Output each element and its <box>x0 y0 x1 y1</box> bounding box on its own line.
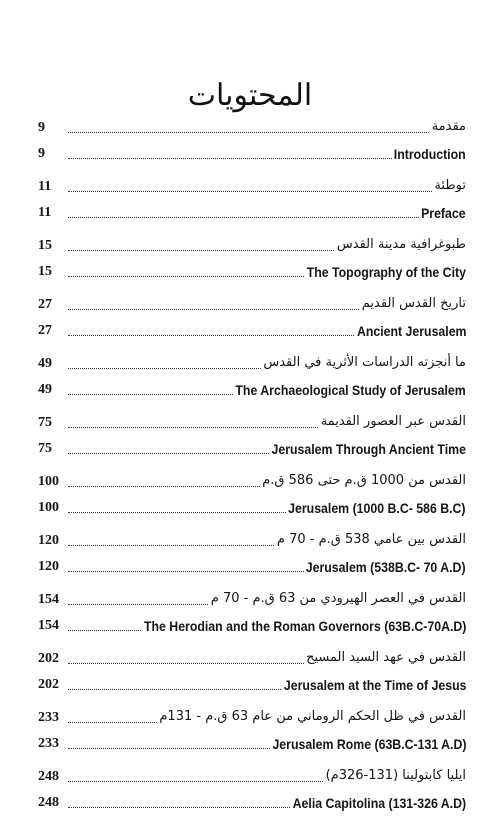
toc-page-number: 15 <box>38 264 52 279</box>
toc-group <box>38 587 466 639</box>
dot-leader <box>68 335 354 336</box>
dot-leader <box>68 571 304 572</box>
toc-title: توطئة <box>434 176 466 196</box>
toc-page-number: 233 <box>38 736 59 751</box>
dot-leader <box>68 807 290 808</box>
toc-page-number: 9 <box>38 146 45 161</box>
toc-page-number: 27 <box>38 297 52 312</box>
dot-leader <box>68 394 233 395</box>
dot-leader <box>68 689 281 690</box>
toc-page-number: 15 <box>38 238 52 253</box>
toc-entry[interactable] <box>38 528 466 554</box>
toc-entry[interactable] <box>38 233 466 259</box>
toc-page-number: 75 <box>38 441 52 456</box>
toc-page-number: 154 <box>38 592 59 607</box>
dot-leader <box>68 132 429 133</box>
page-title: المحتويات <box>187 78 313 113</box>
dot-leader <box>68 217 419 218</box>
toc-title: Preface <box>421 205 466 221</box>
toc-entry[interactable] <box>38 410 466 436</box>
toc-group <box>38 115 466 167</box>
dot-leader <box>68 604 208 605</box>
dot-leader <box>68 427 318 428</box>
toc-title: Ancient Jerusalem <box>356 323 466 339</box>
toc-title: The Herodian and the Roman Governors (63B.C-70A.D) <box>143 618 466 634</box>
toc-title: تاريخ القدس القديم <box>362 294 466 314</box>
toc-page-number: 233 <box>38 710 59 725</box>
dot-leader <box>68 191 432 192</box>
toc-page-number: 100 <box>38 500 59 515</box>
dot-leader <box>68 250 334 251</box>
toc-page-number: 75 <box>38 415 52 430</box>
toc-title: Aelia Capitolina (131-326 A.D) <box>292 795 466 811</box>
toc-entry[interactable] <box>38 613 466 639</box>
dot-leader <box>68 630 141 631</box>
toc-page-number: 49 <box>38 356 52 371</box>
toc-title: طبوغرافية مدينة القدس <box>337 235 466 255</box>
toc-page-number: 248 <box>38 795 59 810</box>
toc-title: ايليا كابتولينا (131-326م) <box>326 766 466 786</box>
toc-title: مقدمة <box>432 117 466 137</box>
dot-leader <box>68 748 270 749</box>
toc-title: القدس من 1000 ق.م حتى 586 ق.م <box>262 471 466 491</box>
dot-leader <box>68 512 286 513</box>
dot-leader <box>68 545 274 546</box>
toc-page-number: 154 <box>38 618 59 633</box>
toc-entry[interactable] <box>38 115 466 141</box>
toc-entry[interactable] <box>38 141 466 167</box>
toc-title: The Topography of the City <box>306 264 466 280</box>
toc-entry[interactable] <box>38 764 466 790</box>
toc-title: Jerusalem Through Ancient Time <box>271 441 466 457</box>
toc-group <box>38 410 466 462</box>
toc-page-number: 120 <box>38 559 59 574</box>
toc-page-number: 202 <box>38 677 59 692</box>
dot-leader <box>68 453 269 454</box>
toc-page-number: 248 <box>38 769 59 784</box>
toc-title: The Archaeological Study of Jerusalem <box>235 382 466 398</box>
toc-title: القدس في عهد السيد المسيح <box>306 648 466 668</box>
dot-leader <box>68 486 260 487</box>
dot-leader <box>68 158 392 159</box>
toc-entry[interactable] <box>38 318 466 344</box>
toc-entry[interactable] <box>38 731 466 757</box>
toc-title: Jerusalem Rome (63B.C-131 A.D) <box>272 736 466 752</box>
toc-title: القدس في ظل الحكم الروماني من عام 63 ق.م - 131م <box>159 707 466 727</box>
toc-page-number: 100 <box>38 474 59 489</box>
toc-group <box>38 469 466 521</box>
toc-page-number: 11 <box>38 179 52 194</box>
toc-group <box>38 292 466 344</box>
toc-title: Introduction <box>394 146 466 162</box>
toc-page-number: 9 <box>38 120 45 135</box>
toc-entry[interactable] <box>38 174 466 200</box>
toc-page-number: 49 <box>38 382 52 397</box>
toc-entry[interactable] <box>38 469 466 495</box>
table-of-contents <box>38 115 466 823</box>
toc-entry[interactable] <box>38 554 466 580</box>
toc-title: Jerusalem (538B.C- 70 A.D) <box>306 559 466 575</box>
toc-entry[interactable] <box>38 292 466 318</box>
toc-entry[interactable] <box>38 646 466 672</box>
toc-page-number: 120 <box>38 533 59 548</box>
toc-entry[interactable] <box>38 377 466 403</box>
toc-title: Jerusalem (1000 B.C- 586 B.C) <box>288 500 466 516</box>
toc-group <box>38 764 466 816</box>
dot-leader <box>68 276 304 277</box>
toc-title: القدس بين عامي 538 ق.م - 70 م <box>277 530 466 550</box>
toc-entry[interactable] <box>38 200 466 226</box>
toc-group <box>38 528 466 580</box>
toc-page-number: 11 <box>38 205 52 220</box>
toc-title: القدس في العصر الهيرودي من 63 ق.م - 70 م <box>211 589 466 609</box>
toc-entry[interactable] <box>38 672 466 698</box>
dot-leader <box>68 722 157 723</box>
toc-group <box>38 174 466 226</box>
toc-entry[interactable] <box>38 587 466 613</box>
toc-group <box>38 646 466 698</box>
dot-leader <box>68 368 261 369</box>
toc-group <box>38 351 466 403</box>
toc-entry[interactable] <box>38 436 466 462</box>
dot-leader <box>68 781 323 782</box>
toc-group <box>38 705 466 757</box>
dot-leader <box>68 663 304 664</box>
toc-entry[interactable] <box>38 351 466 377</box>
dot-leader <box>68 309 359 310</box>
toc-title: القدس عبر العصور القديمة <box>321 412 466 432</box>
toc-group <box>38 233 466 285</box>
toc-page-number: 202 <box>38 651 59 666</box>
toc-entry[interactable] <box>38 705 466 731</box>
toc-entry[interactable] <box>38 259 466 285</box>
toc-entry[interactable] <box>38 495 466 521</box>
toc-title: Jerusalem at the Time of Jesus <box>283 677 466 693</box>
toc-entry[interactable] <box>38 790 466 816</box>
toc-page-number: 27 <box>38 323 52 338</box>
toc-title: ما أنجزته الدراسات الأثرية في القدس <box>263 353 466 373</box>
